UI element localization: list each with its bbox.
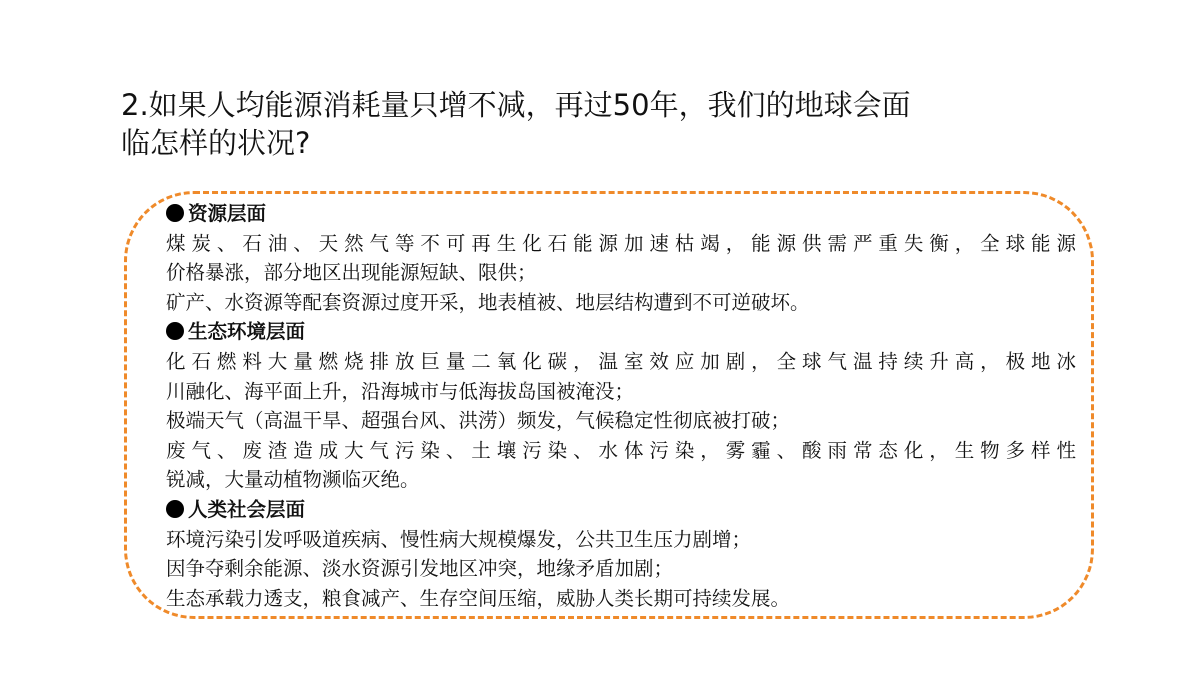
page-title [121,86,981,162]
section-heading-label: 生态环境层面 [188,320,306,344]
content-box [166,199,1076,613]
paragraph-line: 因争夺剩余能源、淡水资源引发地区冲突，地缘矛盾加剧； [166,557,674,581]
paragraph-line: 生态承载力透支，粮食减产、生存空间压缩，威胁人类长期可持续发展。 [166,586,791,610]
title-line-1: 2.如果人均能源消耗量只增不减，再过50年，我们的地球会面 [121,88,911,122]
bullet-icon [166,204,184,222]
section-ecology [166,317,1076,495]
paragraph-line: 锐减，大量动植物濒临灭绝。 [166,468,420,492]
paragraph-line: 环境污染引发呼吸道疾病、慢性病大规模爆发，公共卫生压力剧增； [166,527,752,551]
paragraph-line: 废气、废渣造成大气污染、土壤污染、水体污染，雾霾、酸雨常态化，生物多样性 [166,438,1076,462]
bullet-icon [166,322,184,340]
paragraph-line: 价格暴涨，部分地区出现能源短缺、限供； [166,261,537,285]
paragraph-line: 化石燃料大量燃烧排放巨量二氧化碳，温室效应加剧，全球气温持续升高，极地冰 [166,349,1076,373]
section-society [166,495,1076,613]
section-heading [166,199,1076,229]
section-heading-label: 资源层面 [188,202,267,225]
bullet-icon [166,500,184,518]
paragraph-line: 川融化、海平面上升，沿海城市与低海拔岛国被淹没； [166,379,635,403]
section-heading-label: 人类社会层面 [188,497,306,521]
section-heading [166,317,1076,347]
paragraph-line: 极端天气（高温干旱、超强台风、洪涝）频发，气候稳定性彻底被打破； [166,409,791,433]
section-resources [166,199,1076,317]
section-heading [166,495,1076,525]
title-line-2: 临怎样的状况? [121,126,311,160]
paragraph-line: 煤炭、石油、天然气等不可再生化石能源加速枯竭，能源供需严重失衡，全球能源 [166,231,1076,255]
paragraph-line: 矿产、水资源等配套资源过度开采，地表植被、地层结构遭到不可逆破坏。 [166,290,810,314]
